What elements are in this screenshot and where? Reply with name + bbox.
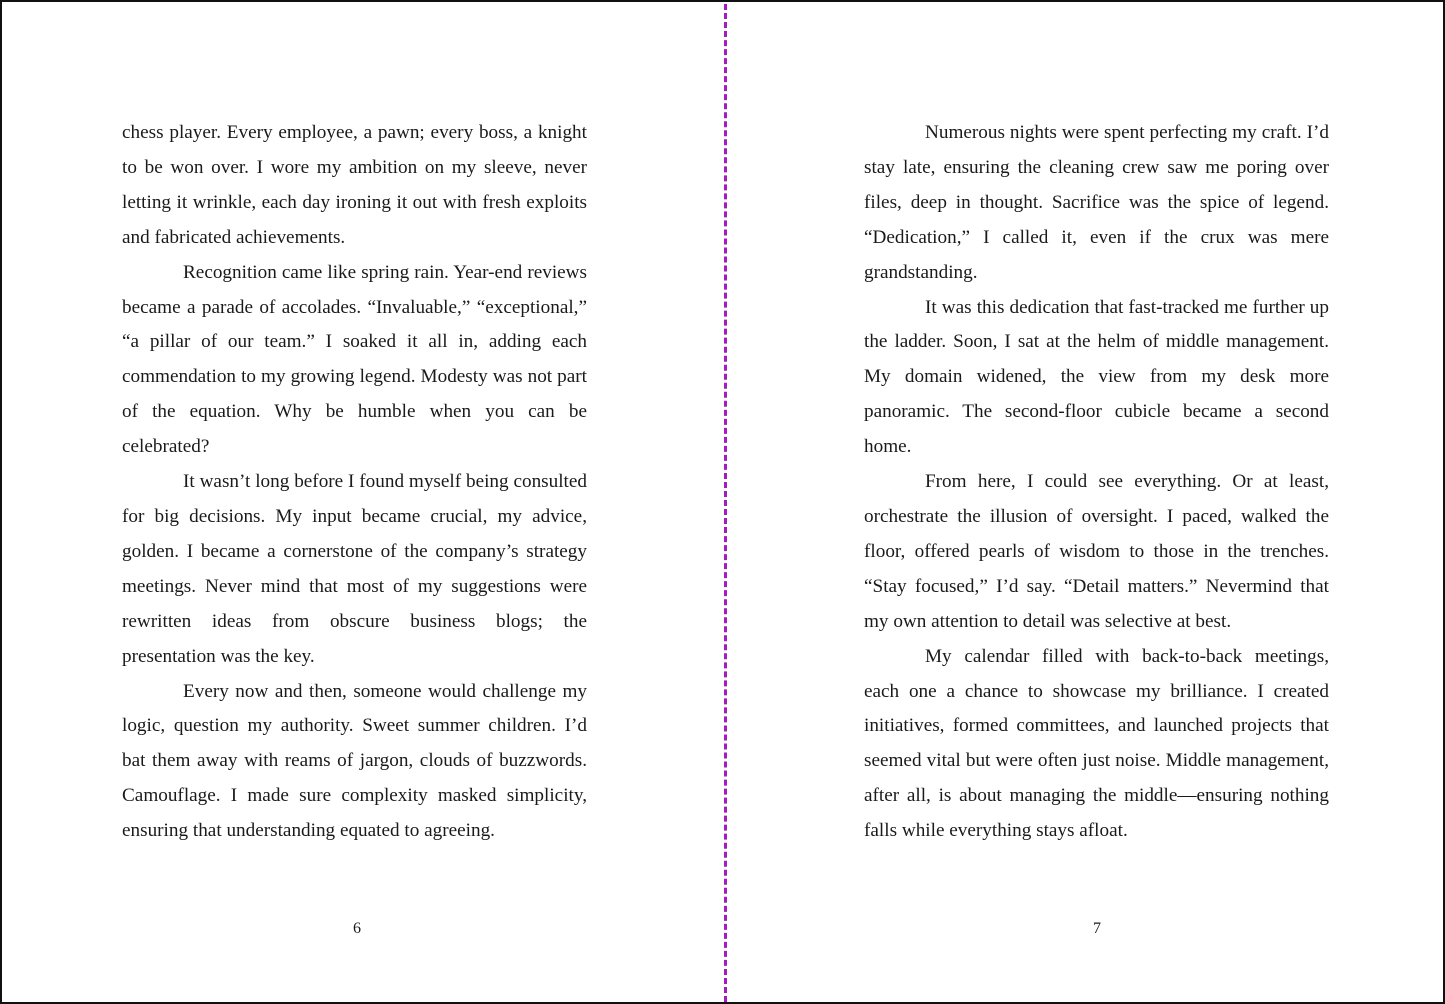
paragraph: chess player. Every employee, a pawn; every boss, a knight to be won over. I wore my ambition on my sleeve, never letting it wrinkle, each day ironing it out with fresh exploits and fabricated achievements. xyxy=(122,122,587,248)
left-page xyxy=(2,2,724,1002)
paragraph: Numerous nights were spent perfecting my craft. I’d stay late, ensuring the cleaning crew saw me poring over files, deep in thought. Sacrifice was the spice of legend. “Dedication,” I called it, even if the crux was mere grandstanding. xyxy=(864,122,1329,283)
paragraph: My calendar filled with back-to-back meetings, each one a chance to showcase my brilliance. I created initiatives, formed committees, and launched projects that seemed vital but were often just noise. Middle management, after all, is about managing the middle—ensuring nothing falls while everything stays afloat. xyxy=(864,645,1329,842)
paragraph: From here, I could see everything. Or at least, orchestrate the illusion of oversight. I paced, walked the floor, offered pearls of wisdom to those in the trenches. “Stay focused,” I’d say. “Detail matters.” Nevermind that my own attention to detail was selective at best. xyxy=(864,471,1329,632)
left-page-text xyxy=(122,116,587,849)
paragraph: Recognition came like spring rain. Year-end reviews became a parade of accolades. “Invaluable,” “exceptional,” “a pillar of our team.” I soaked it all in, adding each commendation to my growing legend. Modesty was not part of the equation. Why be humble when you can be celebrated? xyxy=(122,261,587,458)
right-page xyxy=(725,2,1445,1002)
paragraph: It wasn’t long before I found myself being consulted for big decisions. My input became crucial, my advice, golden. I became a cornerstone of the company’s strategy meetings. Never mind that most of my suggestions were rewritten ideas from obscure business blogs; the presentation was the key. xyxy=(122,471,587,667)
page-number: 7 xyxy=(1093,920,1101,937)
page-number: 6 xyxy=(353,920,361,937)
paragraph: It was this dedication that fast-tracked me further up the ladder. Soon, I sat at the helm of middle management. My domain widened, the view from my desk more panoramic. The second-floor cubicle became a second home. xyxy=(864,296,1329,458)
paragraph: Every now and then, someone would challenge my logic, question my authority. Sweet summer children. I’d bat them away with reams of jargon, clouds of buzzwords. Camouflage. I made sure complexity masked simplicity, ensuring that understanding equated to agreeing. xyxy=(122,680,587,842)
right-page-text xyxy=(864,116,1329,849)
